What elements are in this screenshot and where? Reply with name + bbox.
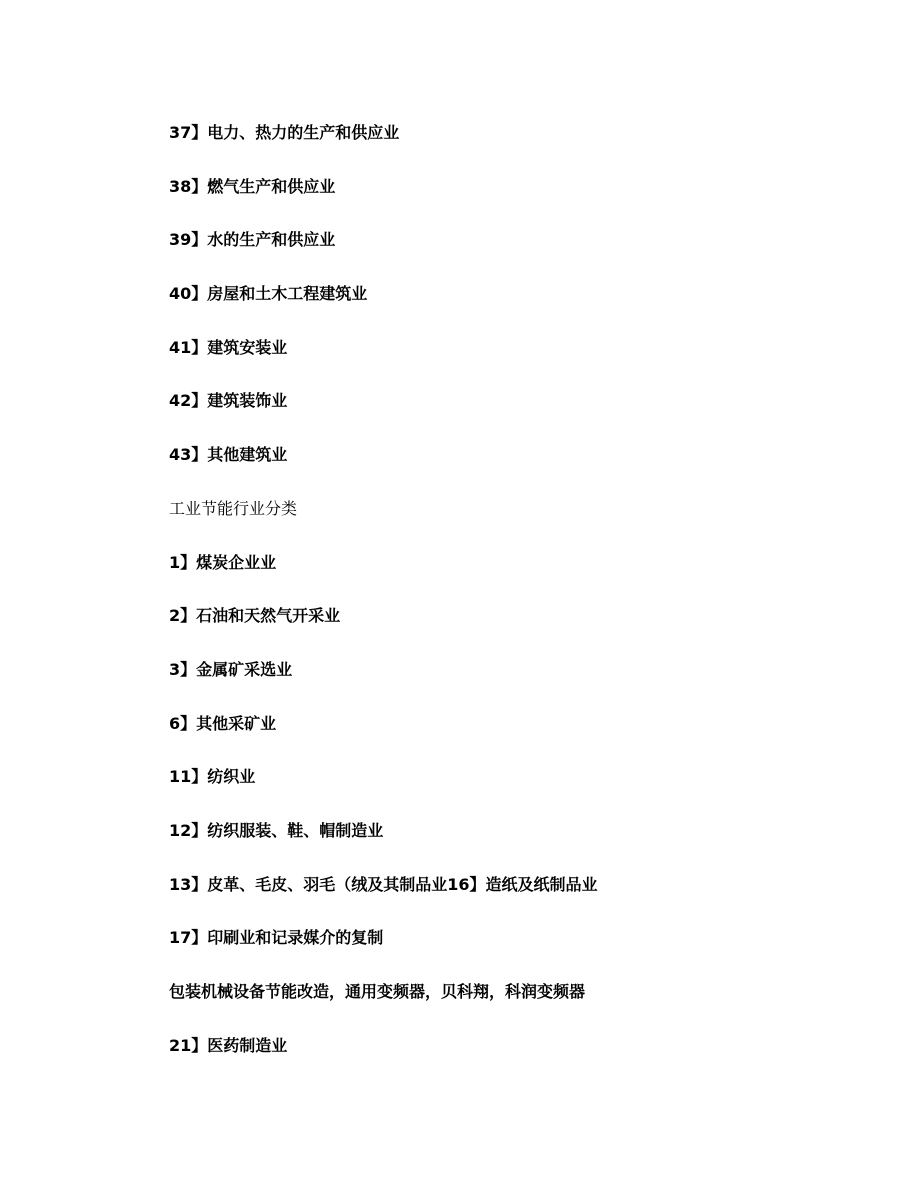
list-item — [169, 1034, 598, 1088]
list-item — [169, 121, 598, 175]
list-item — [169, 658, 598, 712]
list-item — [169, 389, 598, 443]
section-heading — [169, 497, 598, 551]
line-text: 21】医药制造业 — [169, 1035, 288, 1055]
list-item — [169, 228, 598, 282]
line-text: 40】房屋和土木工程建筑业 — [169, 284, 368, 304]
list-item — [169, 604, 598, 658]
list-item — [169, 282, 598, 336]
list-item — [169, 765, 598, 819]
line-text: 39】水的生产和供应业 — [169, 230, 336, 250]
line-text: 37】电力、热力的生产和供应业 — [169, 123, 400, 142]
list-item — [169, 819, 598, 873]
list-item — [169, 926, 598, 980]
line-text: 11】纺织业 — [169, 767, 256, 787]
list-item — [169, 873, 598, 927]
list-item — [169, 443, 598, 497]
line-text: 42】建筑装饰业 — [169, 391, 288, 411]
line-text: 41】建筑安装业 — [169, 337, 288, 357]
line-text: 工业节能行业分类 — [169, 498, 298, 518]
line-text: 38】燃气生产和供应业 — [169, 176, 336, 196]
line-text: 6】其他采矿业 — [169, 713, 277, 733]
list-item — [169, 551, 598, 605]
line-text: 43】其他建筑业 — [169, 445, 288, 465]
list-item — [169, 336, 598, 390]
line-text: 13】皮革、毛皮、羽毛（绒及其制品业16】造纸及纸制品业 — [169, 874, 598, 894]
line-text: 17】印刷业和记录媒介的复制 — [169, 928, 384, 948]
line-text: 3】金属矿采选业 — [169, 659, 293, 679]
line-text: 包装机械设备节能改造，通用变频器，贝科翔，科润变频器 — [169, 982, 586, 1001]
list-item — [169, 980, 598, 1034]
document-body — [169, 121, 598, 1087]
list-item — [169, 175, 598, 229]
line-text: 1】煤炭企业业 — [169, 552, 277, 572]
line-text: 12】纺织服装、鞋、帽制造业 — [169, 820, 384, 840]
line-text: 2】石油和天然气开采业 — [169, 606, 341, 626]
list-item — [169, 712, 598, 766]
